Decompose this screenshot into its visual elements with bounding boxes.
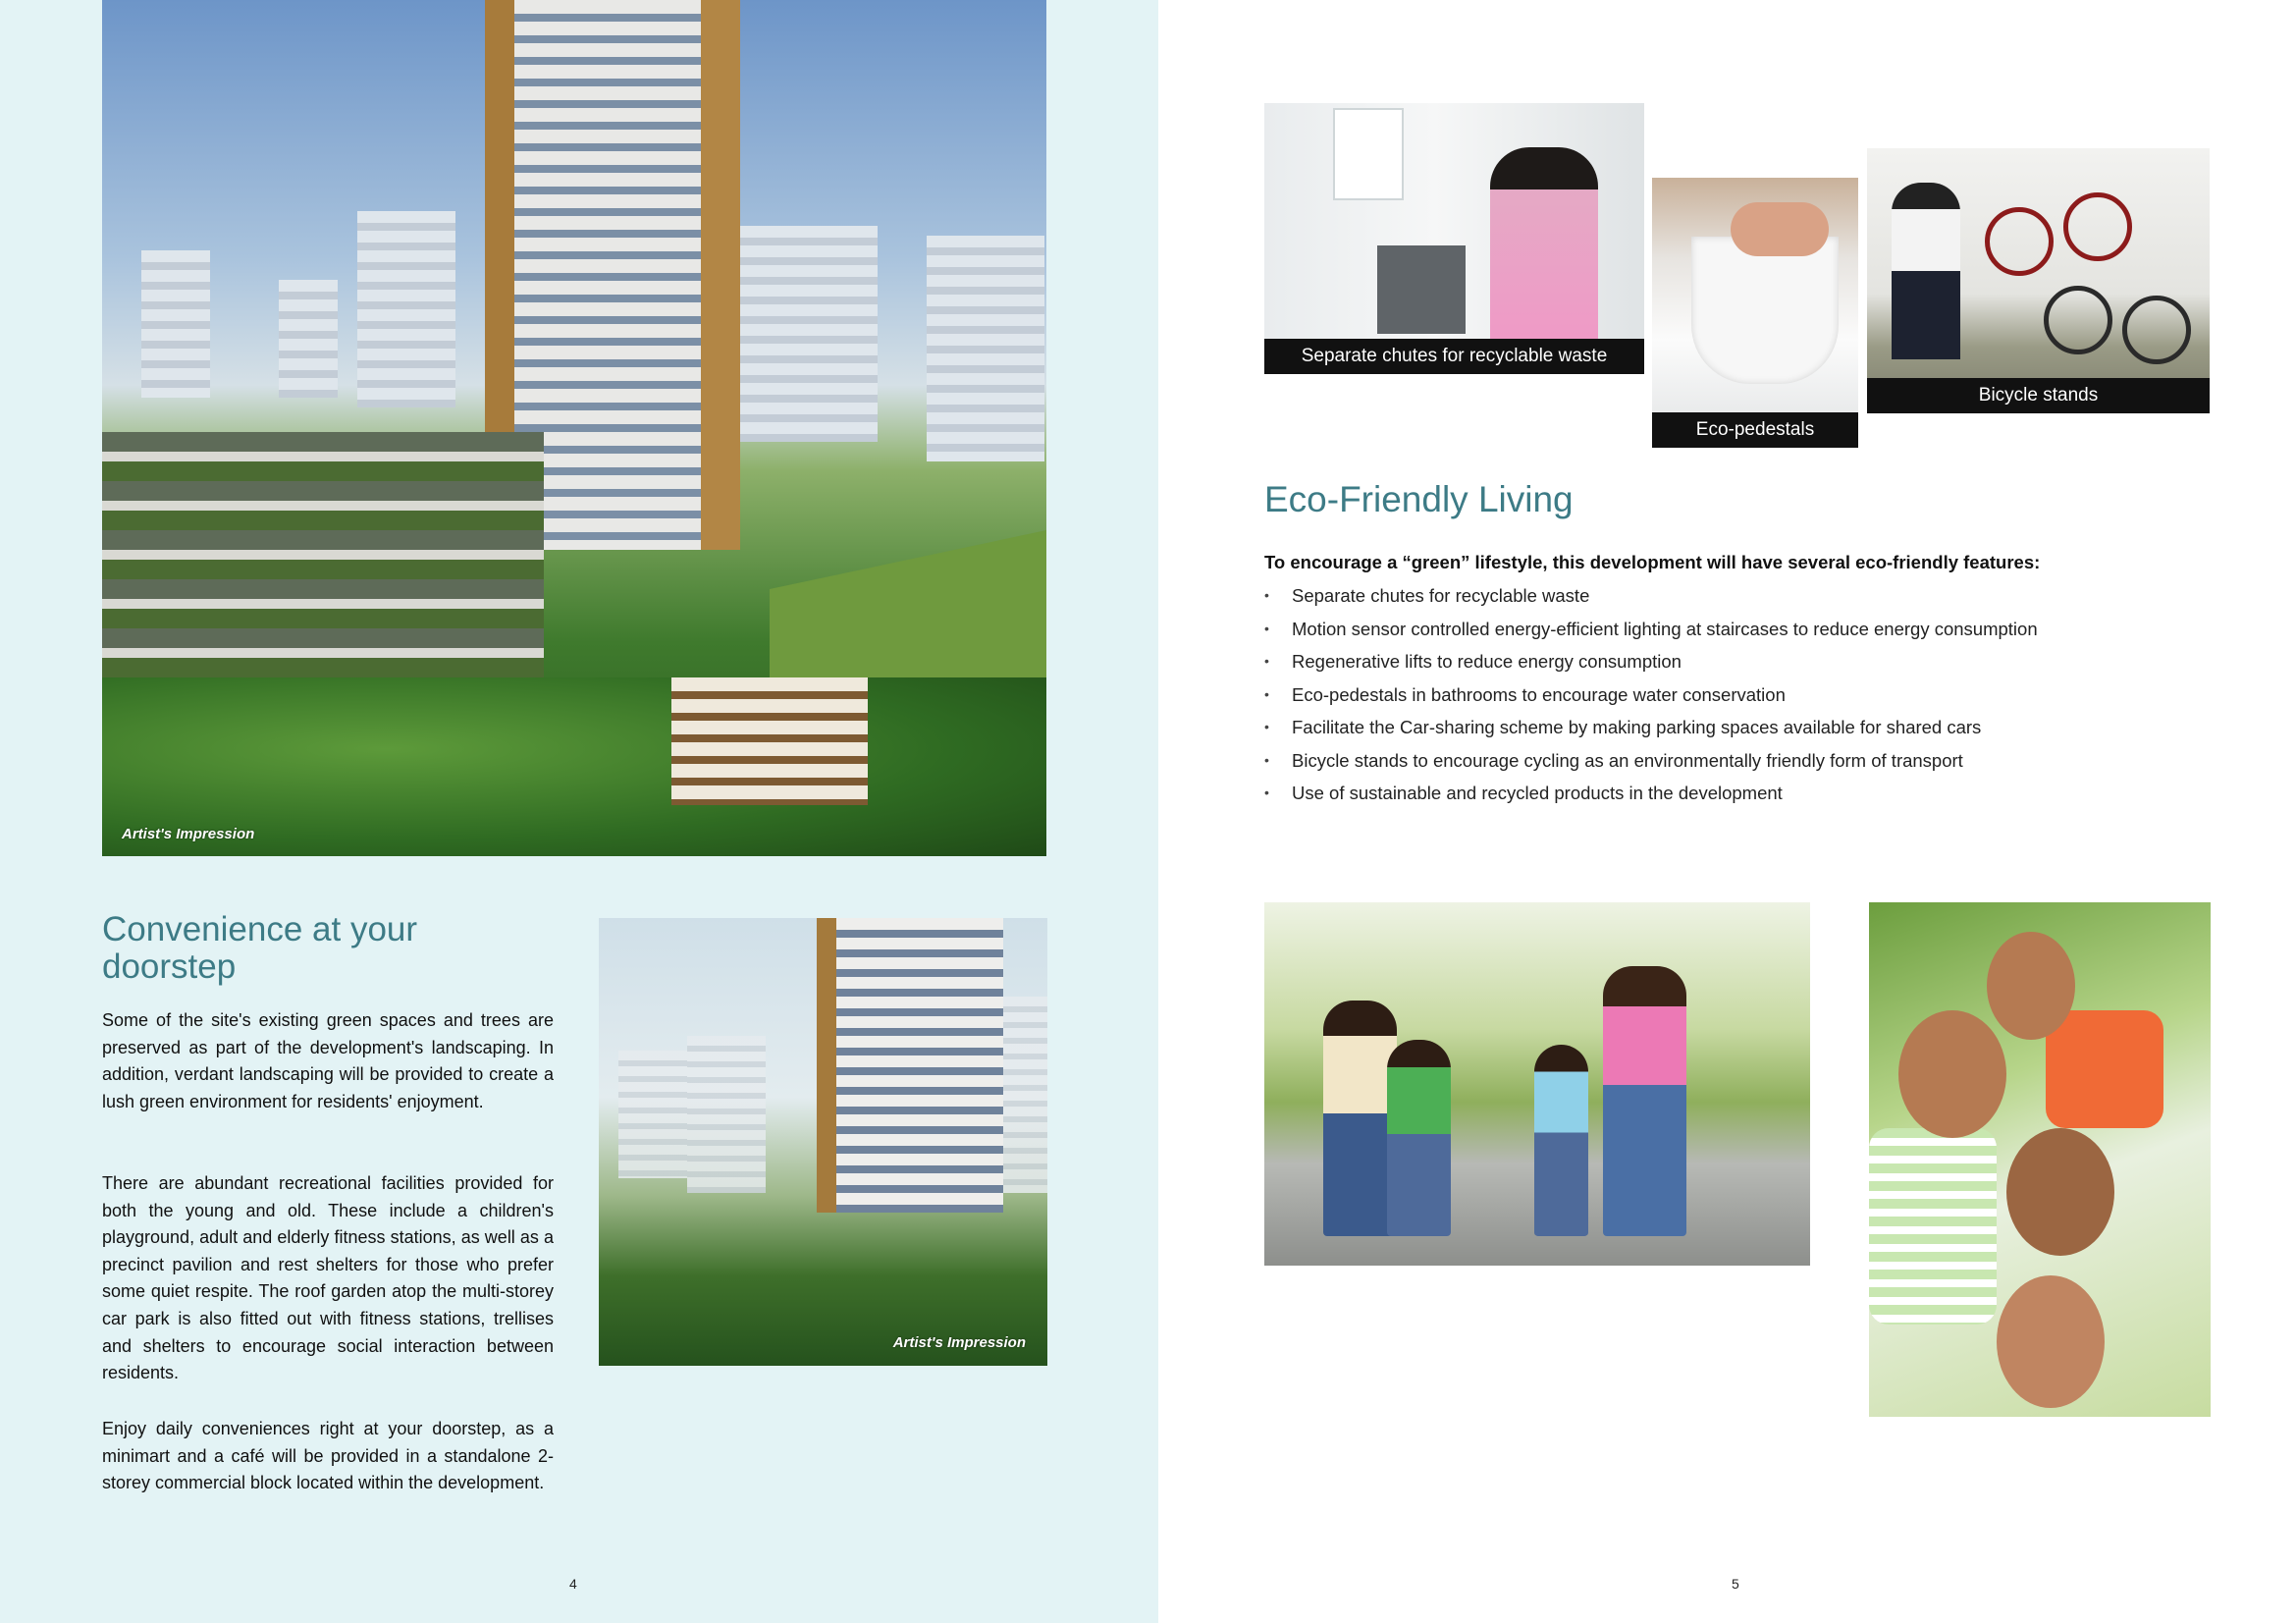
page-number-right: 5 — [1732, 1576, 1739, 1592]
bicycle-wheel — [2122, 296, 2191, 364]
eco-feature-list — [1264, 579, 2038, 810]
recycling-chutes-photo — [1264, 103, 1644, 374]
convenience-heading-line1: Convenience at your — [102, 910, 418, 948]
paragraph-green-spaces: Some of the site's existing green spaces and trees are preserved as part of the development's landscaping. In addition, verdant landscaping will be provided to create a lush green environment for residents' enjoyment. — [102, 1010, 554, 1111]
mother-figure — [1603, 966, 1686, 1236]
bicycle-wheel — [2044, 286, 2112, 354]
background-building — [141, 250, 210, 398]
pedestal-label: Eco-pedestals — [1652, 412, 1858, 448]
girl-figure — [1534, 1045, 1588, 1236]
eco-intro: To encourage a “green” lifestyle, this development will have several eco-friendly features: — [1264, 552, 2041, 572]
eco-friendly-heading: Eco-Friendly Living — [1264, 479, 1574, 519]
hero-development-image — [102, 0, 1046, 856]
hand-on-flush — [1731, 202, 1829, 256]
background-building — [357, 211, 455, 407]
hero-caption: Artist's Impression — [122, 826, 255, 842]
secondary-development-image — [599, 918, 1047, 1366]
convenience-heading — [102, 911, 417, 986]
list-item: • Bicycle stands to encourage cycling as an environmentally friendly form of transport — [1264, 744, 2038, 778]
convenience-heading-line2: doorstep — [102, 947, 237, 986]
background-building — [279, 280, 338, 398]
girl-shirt — [1869, 1128, 1997, 1325]
father-face — [2006, 1128, 2114, 1256]
bicycle-label: Bicycle stands — [1867, 378, 2210, 413]
list-item: • Separate chutes for recyclable waste — [1264, 579, 2038, 613]
recycling-poster — [1333, 108, 1404, 200]
background-building — [927, 236, 1044, 461]
background-building — [618, 1051, 687, 1178]
multi-storey-car-park — [102, 432, 544, 677]
chute-opening — [1377, 245, 1466, 334]
chutes-label: Separate chutes for recyclable waste — [1264, 339, 1644, 374]
toilet-bowl — [1691, 237, 1839, 384]
bicycle-stands-photo — [1867, 148, 2210, 413]
photo2-caption: Artist's Impression — [892, 1334, 1026, 1351]
mother-face — [1997, 1275, 2105, 1408]
list-item: • Facilitate the Car-sharing scheme by making parking spaces available for shared cars — [1264, 711, 2038, 744]
family-rollerblading-photo — [1264, 902, 1810, 1266]
family-portrait-photo — [1869, 902, 2211, 1417]
background-building — [687, 1036, 766, 1193]
bicycle-wheel — [1985, 207, 2054, 276]
paragraph-recreational-facilities: There are abundant recreational facilities provided for both the young and old. These include a children's playground, adult and elderly fitness stations, as well as a precinct pavilion and rest shelters for those who prefer some quiet respite. The roof garden atop the multi-storey car park is also fitted out with fitness stations, trellises and shelters to encourage social interaction between residents. — [102, 1173, 554, 1383]
boy-figure — [1387, 1040, 1451, 1236]
list-item: • Regenerative lifts to reduce energy consumption — [1264, 645, 2038, 678]
list-item: • Use of sustainable and recycled products in the development — [1264, 777, 2038, 810]
bicycle-wheel — [2063, 192, 2132, 261]
resident-figure — [1892, 183, 1960, 359]
background-building — [740, 226, 878, 442]
list-item: • Motion sensor controlled energy-efficient lighting at staircases to reduce energy consumption — [1264, 613, 2038, 646]
page-number-left: 4 — [569, 1576, 577, 1592]
resident-figure — [1490, 147, 1598, 339]
eco-pedestal-photo — [1652, 178, 1858, 448]
list-item: • Eco-pedestals in bathrooms to encourage water conservation — [1264, 678, 2038, 712]
boy-shirt — [2046, 1010, 2163, 1128]
residential-tower — [817, 918, 1003, 1213]
father-figure — [1323, 1001, 1397, 1236]
boy-face — [1987, 932, 2075, 1040]
girl-face — [1898, 1010, 2006, 1138]
commercial-block — [671, 677, 868, 805]
paragraph-daily-conveniences: Enjoy daily conveniences right at your doorstep, as a minimart and a café will be provided in a standalone 2-storey commercial block located within the development. — [102, 1419, 554, 1493]
